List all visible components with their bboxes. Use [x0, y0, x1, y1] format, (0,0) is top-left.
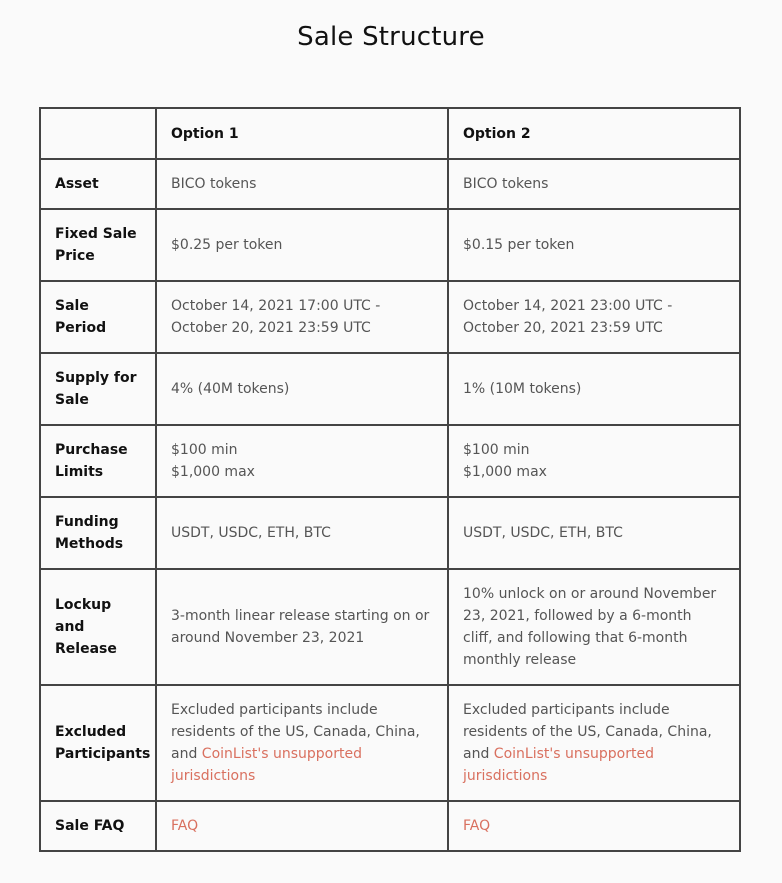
purchase-min: $100 min	[171, 442, 238, 458]
row-label-supply-for-sale: Supply for Sale	[40, 353, 156, 425]
row-label-purchase-limits: Purchase Limits	[40, 425, 156, 497]
row-label-excluded-participants: Excluded Participants	[40, 685, 156, 801]
sale-period-option-2: October 14, 2021 23:00 UTC - October 20, 2021 23:59 UTC	[448, 281, 740, 353]
unsupported-jurisdictions-link[interactable]: CoinList's unsupported jurisdictions	[171, 746, 362, 784]
purchase-max: $1,000 max	[463, 464, 547, 480]
asset-option-2: BICO tokens	[448, 159, 740, 209]
faq-link[interactable]: FAQ	[171, 818, 199, 834]
table-row	[40, 569, 740, 685]
row-label-asset: Asset	[40, 159, 156, 209]
table-row	[40, 159, 740, 209]
table-row	[40, 801, 740, 851]
excluded-option-1	[156, 685, 448, 801]
lockup-option-2: 10% unlock on or around November 23, 2021, followed by a 6-month cliff, and following that 6-month monthly release	[448, 569, 740, 685]
price-option-2: $0.15 per token	[448, 209, 740, 281]
page-title: Sale Structure	[297, 22, 485, 52]
excluded-text: Excluded participants include residents of the US, Canada, China, and	[463, 702, 712, 762]
sale-structure-table	[39, 107, 741, 852]
lockup-option-1: 3-month linear release starting on or around November 23, 2021	[156, 569, 448, 685]
header-empty-cell	[40, 108, 156, 159]
faq-link[interactable]: FAQ	[463, 818, 491, 834]
row-label-sale-period: Sale Period	[40, 281, 156, 353]
row-label-fixed-sale-price: Fixed Sale Price	[40, 209, 156, 281]
table-row	[40, 353, 740, 425]
excluded-text: Excluded participants include residents of the US, Canada, China, and	[171, 702, 420, 762]
funding-option-1: USDT, USDC, ETH, BTC	[156, 497, 448, 569]
purchase-max: $1,000 max	[171, 464, 255, 480]
purchase-min: $100 min	[463, 442, 530, 458]
excluded-option-2	[448, 685, 740, 801]
sale-period-option-1: October 14, 2021 17:00 UTC - October 20, 2021 23:59 UTC	[156, 281, 448, 353]
row-label-lockup-and-release: Lockup and Release	[40, 569, 156, 685]
table-header-row	[40, 108, 740, 159]
asset-option-1: BICO tokens	[156, 159, 448, 209]
table-row	[40, 209, 740, 281]
table-row	[40, 281, 740, 353]
faq-option-1	[156, 801, 448, 851]
row-label-sale-faq: Sale FAQ	[40, 801, 156, 851]
supply-option-2: 1% (10M tokens)	[448, 353, 740, 425]
purchase-limits-option-1	[156, 425, 448, 497]
table-row	[40, 425, 740, 497]
supply-option-1: 4% (40M tokens)	[156, 353, 448, 425]
table-row	[40, 497, 740, 569]
table-row	[40, 685, 740, 801]
faq-option-2	[448, 801, 740, 851]
header-option-1: Option 1	[156, 108, 448, 159]
funding-option-2: USDT, USDC, ETH, BTC	[448, 497, 740, 569]
purchase-limits-option-2	[448, 425, 740, 497]
row-label-funding-methods: Funding Methods	[40, 497, 156, 569]
unsupported-jurisdictions-link[interactable]: CoinList's unsupported jurisdictions	[463, 746, 654, 784]
price-option-1: $0.25 per token	[156, 209, 448, 281]
header-option-2: Option 2	[448, 108, 740, 159]
